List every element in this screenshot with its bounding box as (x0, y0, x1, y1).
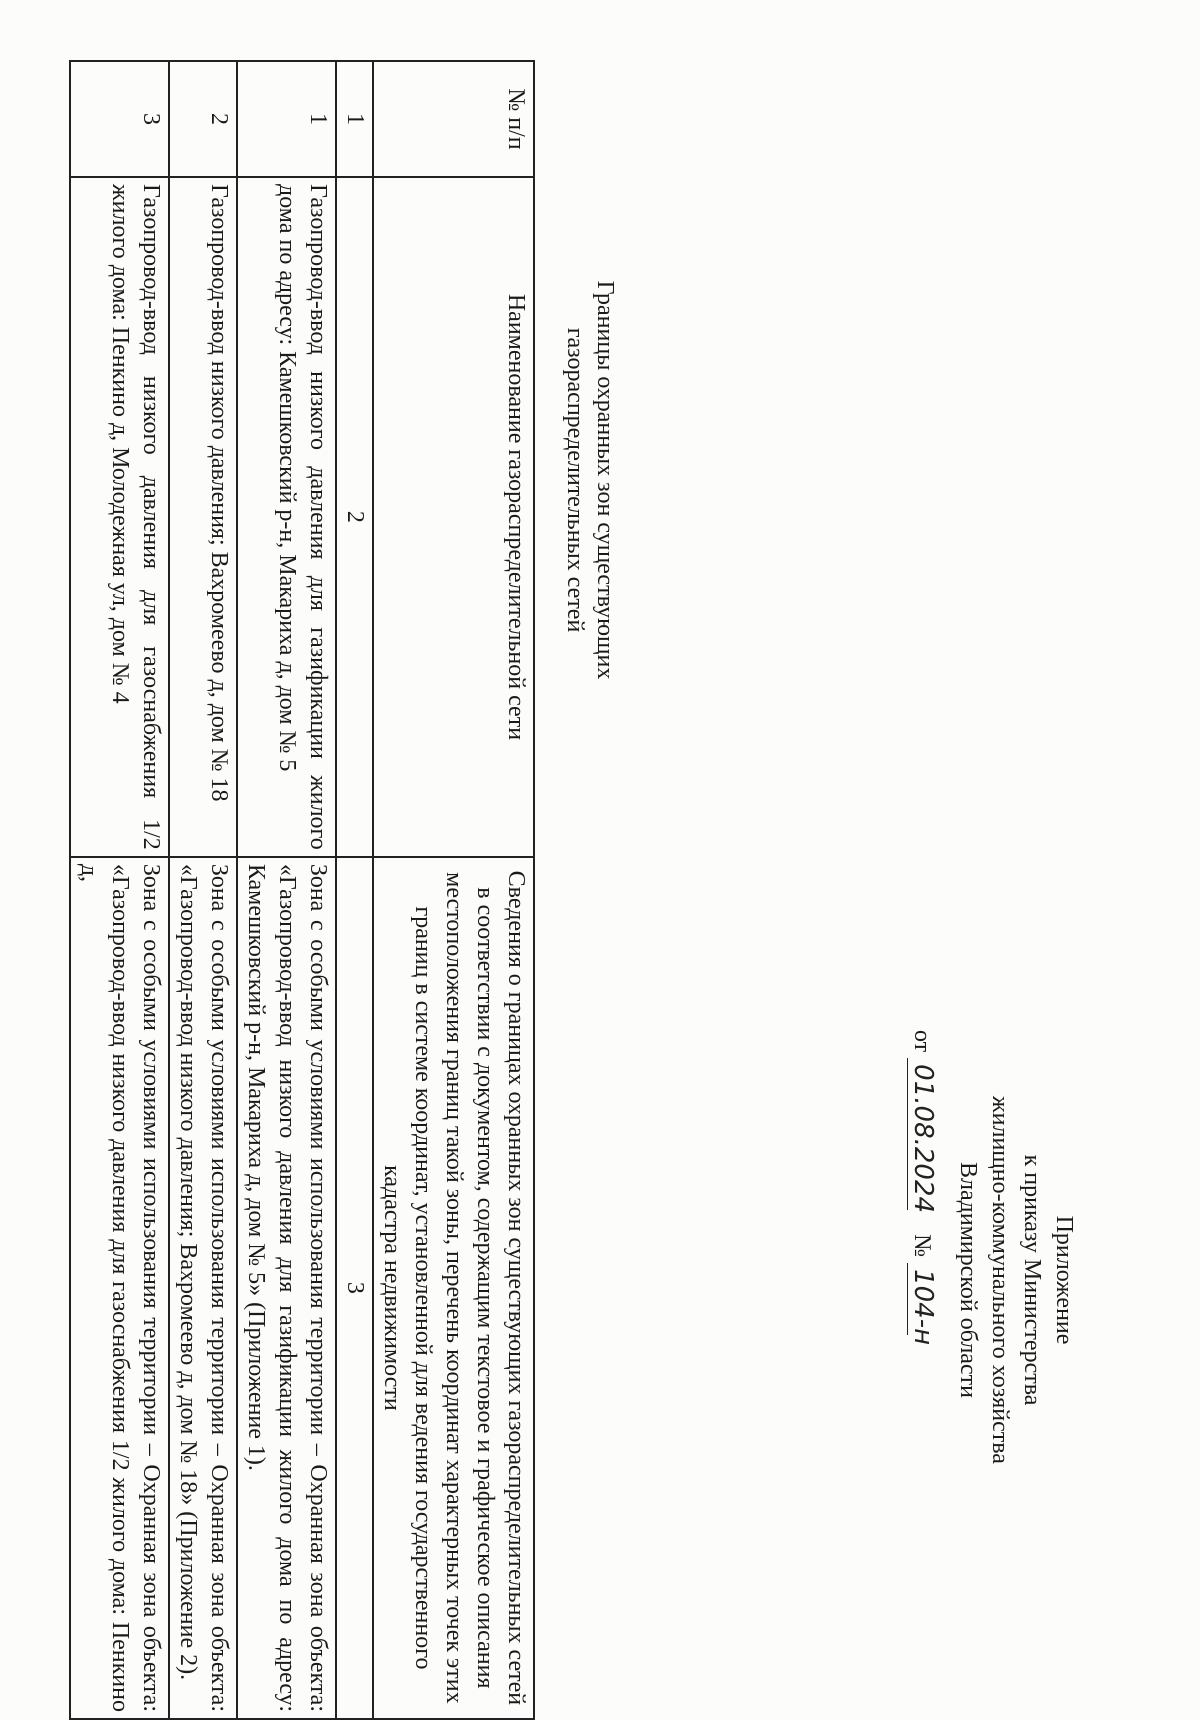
table-header-row (373, 61, 534, 1719)
column-number: 1 (336, 61, 373, 177)
row-number: 3 (70, 61, 169, 177)
document-title (560, 140, 620, 820)
header-number: № п/п (373, 61, 534, 177)
approval-line: Приложение (1051, 1215, 1077, 1345)
approval-line: Владимирской области (955, 1162, 981, 1398)
column-number: 3 (336, 857, 373, 1719)
order-date-line (907, 1030, 938, 1590)
handwritten-order-number: 104-н (907, 1263, 938, 1335)
approval-line: жилищно-коммунального хозяйства (987, 1096, 1013, 1464)
table-row (70, 61, 169, 1719)
row-number: 2 (169, 61, 237, 177)
table-row (169, 61, 237, 1719)
approval-block (952, 1000, 1080, 1560)
column-number-row (336, 61, 373, 1719)
table-row (237, 61, 336, 1719)
zone-info: Зона с особыми условиями использования территории – Охранная зона объекта: «Газопровод-ввод низкого давления для газоснабжения 1/2 жилого дома: Пенкино д, (70, 857, 169, 1719)
row-number: 1 (237, 61, 336, 177)
approval-line: к приказу Министерства (1019, 1154, 1045, 1406)
header-zone-info: Сведения о границах охранных зон существующих газораспределительных сетей в соответствии с документом, содержащим текстовое и графическое описания местоположения границ такой зоны, перечень координат характерных точек этих границ в системе координат, установленной для ведения государственного кадастра недвижимости (373, 857, 534, 1719)
handwritten-date: 01.08.2024 (907, 1058, 938, 1210)
zone-info: Зона с особыми условиями использования территории – Охранная зона объекта: «Газопровод-ввод низкого давления для газификации жилого дома по адресу: Камешковский р-н, Макариха д, дом № 5» (Приложение 1). (237, 857, 336, 1719)
number-sign: № (909, 1234, 935, 1258)
column-number: 2 (336, 177, 373, 857)
title-line: Границы охранных зон существующих (592, 280, 618, 680)
zone-info: Зона с особыми условиями использования территории – Охранная зона объекта: «Газопровод-ввод низкого давления; Вахромеево д, дом № 18» (Приложение 2). (169, 857, 237, 1719)
date-prefix: от (909, 1030, 935, 1053)
network-name: Газопровод-ввод низкого давления для газификации жилого дома по адресу: Камешковский р-н, Макариха д, дом № 5 (237, 177, 336, 857)
header-network-name: Наименование газораспределительной сети (373, 177, 534, 857)
protection-zones-table (69, 60, 535, 1720)
title-line: газораспределительных сетей (562, 327, 588, 633)
network-name: Газопровод-ввод низкого давления для газоснабжения 1/2 жилого дома: Пенкино д, Молодежная ул, дом № 4 (70, 177, 169, 857)
network-name: Газопровод-ввод низкого давления; Вахромеево д, дом № 18 (169, 177, 237, 857)
